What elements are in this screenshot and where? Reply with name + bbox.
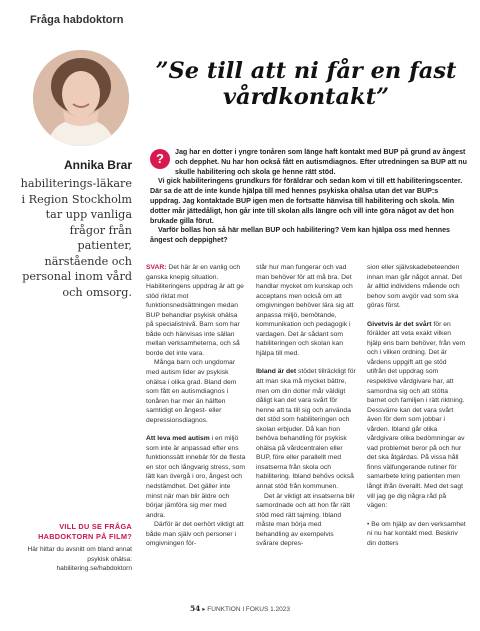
answer-paragraph: Det är viktigt att insatserna blir samordnade och att hon får rätt stöd med rätt tajming. Ibland måste man börja med behandling av exempelvis svårare depres-: [256, 492, 355, 548]
svar-label: SVAR:: [146, 264, 167, 271]
author-photo: [33, 50, 129, 146]
section-label: Fråga habdoktorn: [30, 14, 124, 26]
answer-paragraph: Att leva med autism i en miljö som inte är anpassad efter ens funktionssätt innebär för de flesta en stor och långvarig stress, som lätt kan övergå i oro, ångest och nedstämdhet. Det gäller inte minst när man blir äldre och börjar jämföra sig mer med andra.: [146, 435, 246, 519]
author-portrait-icon: [33, 50, 129, 146]
answer-paragraph: Därför är det oerhört viktigt att både man själv och personer i omgivningen för-: [146, 521, 244, 548]
article-headline: ”Se till att ni får en fast vårdkontakt”: [155, 58, 457, 110]
answer-columns: [146, 263, 468, 598]
answer-paragraph: Ibland är det stödet tillräckligt för att man ska må mycket bättre, men om din dotter mår väldigt dåligt kan det vara svårt för henne att ta till sig och använda det stöd som habiliteringen och skolan erbjuder. Då kan hon behöva behandling för psykisk ohälsa på vårdcentralen eller BUP, före eller parallellt med insatserna från skola och habilitering. Ibland behövs också annat stöd från kommunen.: [256, 368, 356, 491]
author-name: Annika Brar: [63, 158, 132, 172]
answer-column-1: [146, 263, 246, 549]
reader-question: [150, 148, 468, 246]
footer-divider-icon: ▸: [202, 606, 206, 613]
answer-paragraph: sion eller självskadebeteenden innan man går något annat. Det är alltid individens mående och behov som avgör vad som ska göras först.: [367, 264, 462, 310]
question-paragraph: Jag har en dotter i yngre tonåren som länge haft kontakt med BUP på grund av ångest och depphet. Nu har hon också fått en autismdiagnos. Efter utredningen sa BUP att nu skulle habilitering och skola ge henne rätt stöd.: [175, 148, 467, 176]
question-paragraph: Varför bollas hon så här mellan BUP och habilitering? Vem kan hjälpa oss med hennes ångest och deppighet?: [150, 226, 450, 245]
promo-text[interactable]: Här hittar du avsnitt om bland annat psykisk ohälsa: habilitering.se/habdoktorn: [27, 546, 132, 572]
page-footer: [0, 604, 480, 613]
page-number: 54: [189, 604, 201, 613]
answer-bullet: • Be om hjälp av den verksamhet ni nu har kontakt med. Beskriv din dotters: [367, 520, 466, 547]
question-paragraph: Vi gick habiliteringens grundkurs för föräldrar och sedan kom vi till ett habiliteringscenter. Där sa de att de inte kunde hjälpa till med hennes psykiska ohälsa utan det var BUP:s uppdrag. Jag kontaktade BUP igen men de fortsatte hänvisa till habilitering och skola. Min dotter mår jättedåligt, hon går inte till skolan alls längre och vill inte göra något av det hon brukade gilla förut.: [150, 177, 463, 225]
answer-paragraph: SVAR: Det här är en vanlig och ganska knepig situation. Habiliteringens uppdrag är att ge stöd riktat mot funktionsnedsättningen medan BUP behandlar psykisk ohälsa på specialistnivå. Barn som har både och hänvisas inte sällan mellan verksamheterna, och så borde det inte vara.: [146, 264, 244, 357]
answer-paragraph: Många barn och ungdomar med autism lider av psykisk ohälsa i olika grad. Bland dem som fått en autismdiagnos i tonåren har mer än hälften samtidigt en ångest- eller depressionsdiagnos.: [146, 359, 237, 424]
answer-column-2: [256, 263, 356, 549]
publication-name: FUNKTION I FOKUS 1.2023: [207, 606, 291, 613]
promo-title: VILL DU SE FRÅGA HABDOKTORN PÅ FILM?: [38, 522, 132, 541]
author-description: habiliterings-läkare i Region Stockholm tar upp vanliga frågor från patienter, närstående och personal inom vård och omsorg.: [20, 177, 132, 299]
author-sidebar: [20, 158, 132, 300]
answer-paragraph: Givetvis är det svårt för en förälder att veta exakt vilken hjälp ens barn behöver, från vem och i vilken ordning. Det är vårdens uppgift att ge stöd utifrån det uppdrag som respektive vårdgivare har, att samordna sig och att stötta barnet och familjen i rätt riktning. Dessvärre kan det vara svårt även för dem som jobbar i vården. Ibland går olika vårdgivare olika bedömningar av vad problemet beror på och hur det ska åtgärdas. På vissa håll finns välfungerande rutiner för samarbete kring patienten men långt ifrån överallt. Med det sagt vill jag ge dig några råd på vägen:: [367, 320, 466, 510]
answer-paragraph: står hur man fungerar och vad man behöver för att må bra. Det handlar mycket om kunskap och acceptans men också om att omgivningen behöver lära sig att anpassa miljö, bemötande, kommunikation och pedagogik i vardagen. Det är sådant som habiliteringen och skolan kan hjälpa till med.: [256, 264, 354, 357]
film-promo: [20, 522, 132, 574]
subhead-lead: Att leva med autism: [146, 435, 210, 443]
subhead-lead: Ibland är det: [256, 368, 297, 376]
subhead-lead: Givetvis är det svårt: [367, 320, 432, 328]
answer-column-3: [367, 263, 467, 548]
question-mark-icon: ?: [150, 149, 170, 169]
